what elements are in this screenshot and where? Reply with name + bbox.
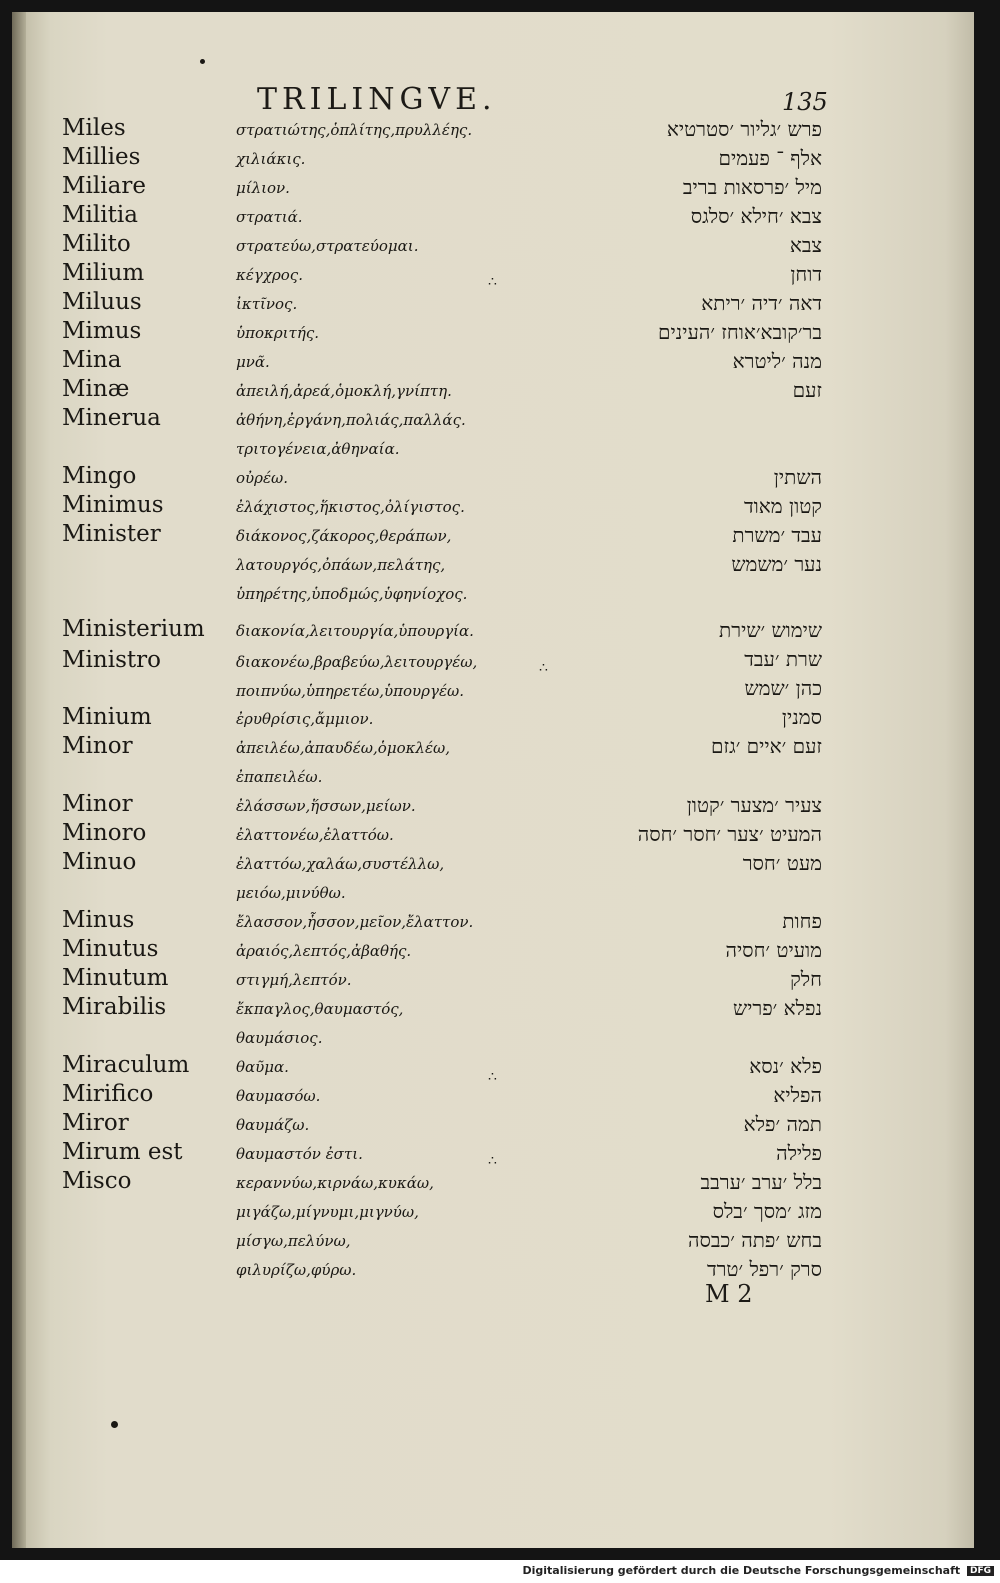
hebrew-gloss: מיל ׳פרסאות בריב bbox=[682, 175, 822, 199]
greek-gloss: μειόω,μινύθω. bbox=[236, 884, 346, 902]
greek-gloss: διάκονος,ζάκορος,θεράπων, bbox=[236, 527, 452, 545]
hebrew-gloss: תמה ׳פלא bbox=[743, 1112, 822, 1136]
hebrew-gloss: סרק ׳רפל ׳טרד bbox=[706, 1257, 822, 1281]
latin-headword: Minoro bbox=[62, 820, 147, 846]
greek-gloss: ἐρυθρίσις,ἄμμιον. bbox=[236, 710, 374, 728]
hebrew-gloss: דוחן bbox=[790, 262, 822, 286]
hebrew-gloss: צעיר ׳מצער ׳קטון bbox=[686, 793, 822, 817]
latin-headword: Miliare bbox=[62, 173, 146, 199]
greek-gloss: ὑπηρέτης,ὑποδμώς,ὑφηνίοχος. bbox=[236, 585, 468, 603]
hebrew-gloss: עבד ׳משרת bbox=[732, 523, 822, 547]
greek-gloss: θαυμάσιος. bbox=[236, 1029, 323, 1047]
latin-headword: Millies bbox=[62, 144, 141, 170]
latin-headword: Minutum bbox=[62, 965, 169, 991]
running-head: TRILINGVE. bbox=[257, 82, 497, 117]
latin-headword: Minæ bbox=[62, 376, 130, 402]
hebrew-gloss: חלק bbox=[790, 967, 822, 991]
greek-gloss: φιλυρίζω,φύρω. bbox=[236, 1261, 357, 1279]
greek-gloss: διακονία,λειτουργία,ὑπουργία. bbox=[236, 622, 474, 640]
hebrew-gloss: אלף ־ פעמים bbox=[718, 146, 822, 170]
signature-mark: M 2 bbox=[705, 1280, 753, 1308]
page-gutter bbox=[12, 12, 26, 1548]
greek-gloss: μιγάζω,μίγνυμι,μιγνύω, bbox=[236, 1203, 419, 1221]
greek-gloss: ἐπαπειλέω. bbox=[236, 768, 323, 786]
latin-headword: Minerua bbox=[62, 405, 161, 431]
greek-gloss: μίσγω,πελύνω, bbox=[236, 1232, 351, 1250]
latin-headword: Mirum est bbox=[62, 1139, 183, 1165]
latin-headword: Miles bbox=[62, 115, 126, 141]
greek-gloss: ἔλασσον,ἧσσον,μεῖον,ἔλαττον. bbox=[236, 913, 474, 931]
greek-gloss: ἀπειλέω,ἀπαυδέω,ὁμοκλέω, bbox=[236, 739, 450, 757]
hebrew-gloss: מזג ׳מסך ׳בלס bbox=[712, 1199, 822, 1223]
latin-headword: Minimus bbox=[62, 492, 164, 518]
greek-gloss: ἔκπαγλος,θαυμαστός, bbox=[236, 1000, 404, 1018]
greek-gloss: μίλιον. bbox=[236, 179, 290, 197]
hebrew-gloss: נער ׳משמש bbox=[731, 552, 822, 576]
hebrew-gloss: פלילה bbox=[776, 1141, 822, 1165]
latin-headword: Minor bbox=[62, 791, 133, 817]
hebrew-gloss: צבא bbox=[789, 233, 822, 257]
greek-gloss: διακονέω,βραβεύω,λειτουργέω, bbox=[236, 653, 478, 671]
greek-gloss: ἐλάσσων,ἥσσων,μείων. bbox=[236, 797, 416, 815]
hebrew-gloss: זעם bbox=[792, 378, 822, 402]
latin-headword: Mina bbox=[62, 347, 122, 373]
greek-gloss: ἀθήνη,ἐργάνη,πολιάς,παλλάς. bbox=[236, 411, 466, 429]
greek-gloss: μνᾶ. bbox=[236, 353, 270, 371]
latin-headword: Milito bbox=[62, 231, 131, 257]
asterism-mark: ∴ bbox=[488, 274, 497, 290]
greek-gloss: στρατεύω,στρατεύομαι. bbox=[236, 237, 419, 255]
greek-gloss: θαῦμα. bbox=[236, 1058, 289, 1076]
hebrew-gloss: נפלא ׳פריש bbox=[732, 996, 822, 1020]
latin-headword: Minutus bbox=[62, 936, 159, 962]
hebrew-gloss: סמנין bbox=[781, 705, 822, 729]
book-page bbox=[12, 12, 974, 1548]
hebrew-gloss: בלל ׳ערב ׳ערבב bbox=[700, 1170, 822, 1194]
hebrew-gloss: פלא ׳נסא bbox=[749, 1054, 822, 1078]
latin-headword: Militia bbox=[62, 202, 138, 228]
hebrew-gloss: צבא ׳חילא ׳סלגס bbox=[690, 204, 822, 228]
hebrew-gloss: פרש ׳גליור ׳סטרטיא bbox=[666, 117, 822, 141]
greek-gloss: ἐλαττονέω,ἐλαττόω. bbox=[236, 826, 394, 844]
page-number: 135 bbox=[782, 88, 828, 116]
greek-gloss: στιγμή,λεπτόν. bbox=[236, 971, 352, 989]
greek-gloss: στρατιώτης,ὁπλίτης,πρυλλέης. bbox=[236, 121, 473, 139]
greek-gloss: τριτογένεια,ἀθηναία. bbox=[236, 440, 400, 458]
latin-headword: Minus bbox=[62, 907, 135, 933]
greek-gloss: ποιπνύω,ὑπηρετέω,ὑπουργέω. bbox=[236, 682, 465, 700]
hebrew-gloss: הפליא bbox=[773, 1083, 822, 1107]
asterism-mark: ∴ bbox=[488, 1069, 497, 1085]
asterism-mark: ∴ bbox=[488, 1153, 497, 1169]
credit-text: Digitalisierung gefördert durch die Deutsche Forschungsgemeinschaft bbox=[522, 1564, 961, 1577]
hebrew-gloss: מנה ׳ליטרא bbox=[732, 349, 822, 373]
latin-headword: Miraculum bbox=[62, 1052, 190, 1078]
hebrew-gloss: שרת ׳עבד bbox=[744, 647, 822, 671]
greek-gloss: ἐλαττόω,χαλάω,συστέλλω, bbox=[236, 855, 445, 873]
greek-gloss: ἐλάχιστος,ἥκιστος,ὀλίγιστος. bbox=[236, 498, 465, 516]
ink-speck bbox=[200, 59, 205, 64]
latin-headword: Minor bbox=[62, 733, 133, 759]
greek-gloss: χιλιάκις. bbox=[236, 150, 306, 168]
greek-gloss: ἀραιός,λεπτός,ἀβαθής. bbox=[236, 942, 412, 960]
hebrew-gloss: שימוש ׳שירת bbox=[719, 618, 822, 642]
hebrew-gloss: בר׳קובא׳אוחז ׳העינים bbox=[658, 320, 822, 344]
hebrew-gloss: מועיט ׳חסיה bbox=[725, 938, 822, 962]
latin-headword: Mimus bbox=[62, 318, 142, 344]
hebrew-gloss: המעיט ׳צער ׳חסר ׳חסה bbox=[637, 822, 822, 846]
hebrew-gloss: קטון מאוד bbox=[744, 494, 822, 518]
latin-headword: Miror bbox=[62, 1110, 129, 1136]
greek-gloss: θαυμάζω. bbox=[236, 1116, 310, 1134]
hebrew-gloss: זעם ׳איים ׳גזם bbox=[711, 734, 822, 758]
latin-headword: Mirifico bbox=[62, 1081, 154, 1107]
latin-headword: Mingo bbox=[62, 463, 137, 489]
latin-headword: Minister bbox=[62, 521, 161, 547]
dfg-logo: DFG bbox=[967, 1566, 994, 1576]
hebrew-gloss: פחות bbox=[782, 909, 822, 933]
greek-gloss: ἀπειλή,ἀρεά,ὁμοκλή,γνίπτη. bbox=[236, 382, 452, 400]
latin-headword: Minium bbox=[62, 704, 152, 730]
greek-gloss: οὐρέω. bbox=[236, 469, 289, 487]
hebrew-gloss: דאה ׳דיה ׳ריתא bbox=[701, 291, 822, 315]
hebrew-gloss: בחש ׳פתה ׳כבסה bbox=[687, 1228, 822, 1252]
hebrew-gloss: מעט ׳חסר bbox=[742, 851, 822, 875]
greek-gloss: ἰκτῖνος. bbox=[236, 295, 298, 313]
digitization-credit bbox=[522, 1564, 994, 1577]
latin-headword: Milium bbox=[62, 260, 145, 286]
latin-headword: Mirabilis bbox=[62, 994, 167, 1020]
latin-headword: Misco bbox=[62, 1168, 132, 1194]
ink-speck bbox=[111, 1421, 118, 1428]
hebrew-gloss: השתין bbox=[773, 465, 822, 489]
greek-gloss: στρατιά. bbox=[236, 208, 303, 226]
greek-gloss: κεραννύω,κιρνάω,κυκάω, bbox=[236, 1174, 434, 1192]
asterism-mark: ∴ bbox=[539, 660, 548, 676]
hebrew-gloss: כהן ׳שמש bbox=[744, 676, 822, 700]
greek-gloss: θαυμασόω. bbox=[236, 1087, 321, 1105]
latin-headword: Minuo bbox=[62, 849, 137, 875]
greek-gloss: θαυμαστόν ἐστι. bbox=[236, 1145, 363, 1163]
greek-gloss: λατουργός,ὀπάων,πελάτης, bbox=[236, 556, 446, 574]
greek-gloss: ὑποκριτής. bbox=[236, 324, 319, 342]
latin-headword: Ministerium bbox=[62, 616, 205, 642]
greek-gloss: κέγχρος. bbox=[236, 266, 303, 284]
latin-headword: Miluus bbox=[62, 289, 142, 315]
latin-headword: Ministro bbox=[62, 647, 161, 673]
